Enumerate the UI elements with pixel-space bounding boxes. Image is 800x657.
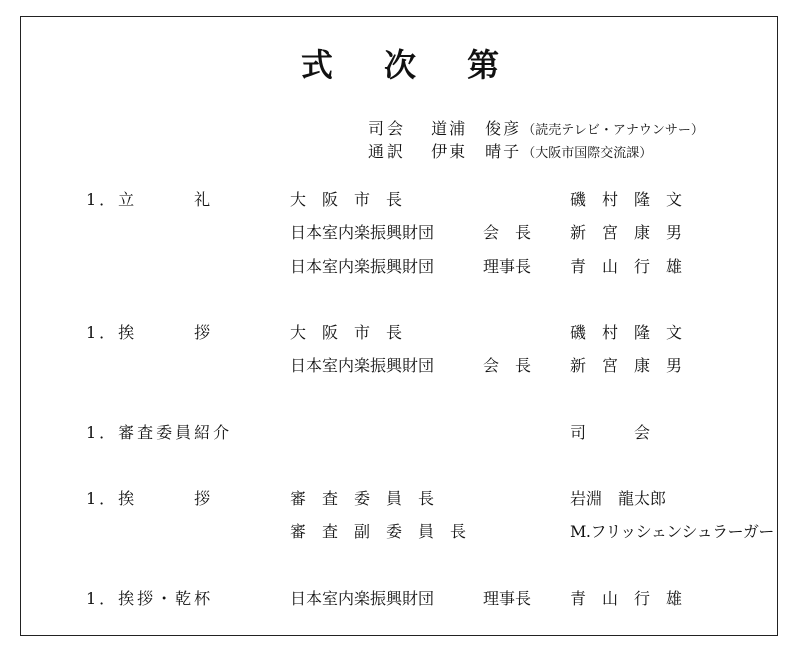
program-person: 青 山 行 雄 <box>570 589 683 608</box>
program-person: 磯 村 隆 文 <box>570 190 683 209</box>
program-position: 理事長 <box>483 589 532 608</box>
program-person: 新 宮 康 男 <box>570 223 683 242</box>
program-org: 大 阪 市 長 <box>290 323 403 342</box>
mc-name: 道浦 俊彦 <box>431 119 522 138</box>
interpreter-line <box>368 139 652 162</box>
mc-role: 司会 <box>368 119 407 138</box>
program-item: 1．挨 拶 <box>86 323 214 342</box>
interpreter-role: 通訳 <box>368 142 407 161</box>
program-person: 新 宮 康 男 <box>570 356 683 375</box>
mc-note: （読売テレビ・アナウンサー） <box>522 123 704 138</box>
interpreter-name: 伊東 晴子 <box>431 142 522 161</box>
mc-line <box>368 116 704 139</box>
page-title: 式 次 第 <box>300 46 520 84</box>
program-person: 青 山 行 雄 <box>570 257 683 276</box>
program-org: 大 阪 市 長 <box>290 190 403 209</box>
program-org: 審 査 副 委 員 長 <box>290 522 467 541</box>
program-org: 日本室内楽振興財団 <box>290 223 435 242</box>
interpreter-note: （大阪市国際交流課） <box>522 146 653 161</box>
program-org: 日本室内楽振興財団 <box>290 356 435 375</box>
program-item: 1．審査委員紹介 <box>86 423 233 442</box>
program-item: 1．挨拶・乾杯 <box>86 589 214 608</box>
program-position: 会 長 <box>483 356 532 375</box>
program-item: 1．挨 拶 <box>86 489 214 508</box>
program-org: 審 査 委 員 長 <box>290 489 435 508</box>
program-position: 理事長 <box>483 257 532 276</box>
program-person: 磯 村 隆 文 <box>570 323 683 342</box>
program-person: 岩淵 龍太郎 <box>570 489 667 508</box>
program-person: 司 会 <box>570 423 651 442</box>
program-person: M.フリッシェンシュラーガー <box>570 522 774 541</box>
program-org: 日本室内楽振興財団 <box>290 589 435 608</box>
program-org: 日本室内楽振興財団 <box>290 257 435 276</box>
program-item: 1．立 礼 <box>86 190 214 209</box>
program-position: 会 長 <box>483 223 532 242</box>
